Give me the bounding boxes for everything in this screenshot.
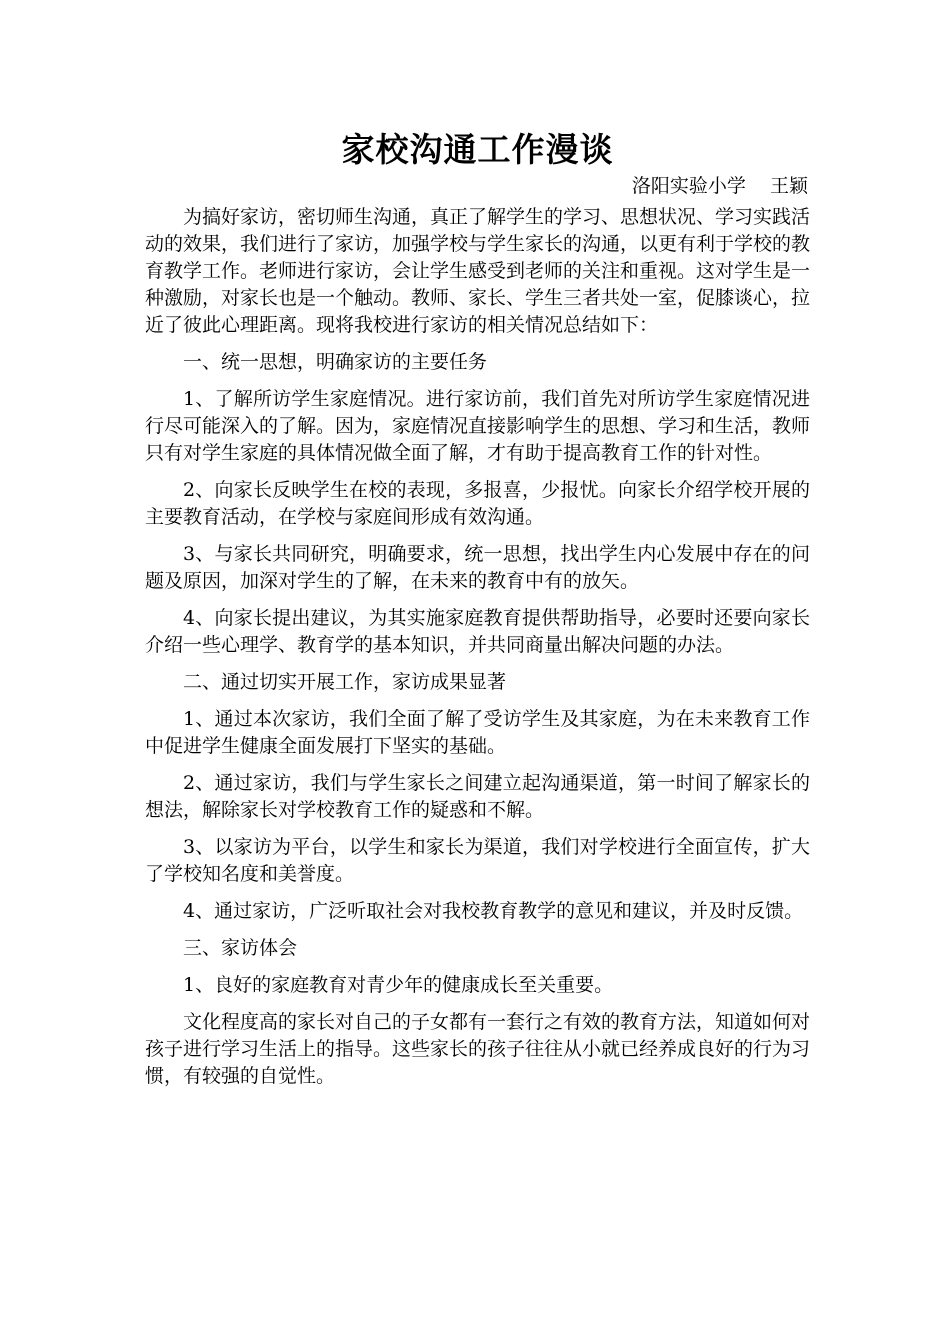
author-byline: 洛阳实验小学 王颖 [631,175,808,197]
paragraph: 文化程度高的家长对自己的子女都有一套行之有效的教育方法，知道如何对孩子进行学习生活上的指导。这些家长的孩子往往从小就已经养成良好的行为习惯，有较强的自觉性。 [145,1011,811,1087]
intro-paragraph: 为搞好家访，密切师生沟通，真正了解学生的学习、思想状况、学习实践活动的效果，我们进行了家访，加强学校与学生家长的沟通，以更有利于学校的教育教学工作。老师进行家访，会让学生感受到老师的关注和重视。这对学生是一种激励，对家长也是一个触动。教师、家长、学生三者共处一室，促膝谈心，拉近了彼此心理距离。现将我校进行家访的相关情况总结如下： [145,206,811,336]
paragraph: 3、以家访为平台，以学生和家长为渠道，我们对学校进行全面宣传，扩大了学校知名度和美誉度。 [145,836,810,885]
paragraph: 3、与家长共同研究，明确要求，统一思想，找出学生内心发展中存在的问题及原因，加深对学生的了解，在未来的教育中有的放矢。 [145,543,810,592]
section-heading-3: 三、家访体会 [183,937,298,959]
paragraph: 1、通过本次家访，我们全面了解了受访学生及其家庭，为在未来教育工作中促进学生健康全面发展打下坚实的基础。 [145,708,810,757]
paragraph: 4、向家长提出建议，为其实施家庭教育提供帮助指导，必要时还要向家长介绍一些心理学、教育学的基本知识，并共同商量出解决问题的办法。 [145,607,810,656]
document-page [145,128,810,1100]
paragraph: 4、通过家访，广泛听取社会对我校教育教学的意见和建议，并及时反馈。 [183,900,804,922]
section-heading-2: 二、通过切实开展工作，家访成果显著 [183,671,507,693]
paragraph: 1、良好的家庭教育对青少年的健康成长至关重要。 [183,974,614,996]
paragraph: 2、通过家访，我们与学生家长之间建立起沟通渠道，第一时间了解家长的想法，解除家长对学校教育工作的疑惑和不解。 [145,772,810,821]
document-title: 家校沟通工作漫谈 [341,130,614,169]
paragraph: 2、向家长反映学生在校的表现，多报喜，少报忧。向家长介绍学校开展的主要教育活动，在学校与家庭间形成有效沟通。 [145,479,810,528]
section-heading-1: 一、统一思想，明确家访的主要任务 [183,351,488,373]
paragraph: 1、了解所访学生家庭情况。进行家访前，我们首先对所访学生家庭情况进行尽可能深入的了解。因为，家庭情况直接影响学生的思想、学习和生活，教师只有对学生家庭的具体情况做全面了解，才有助于提高教育工作的针对性。 [145,388,811,464]
